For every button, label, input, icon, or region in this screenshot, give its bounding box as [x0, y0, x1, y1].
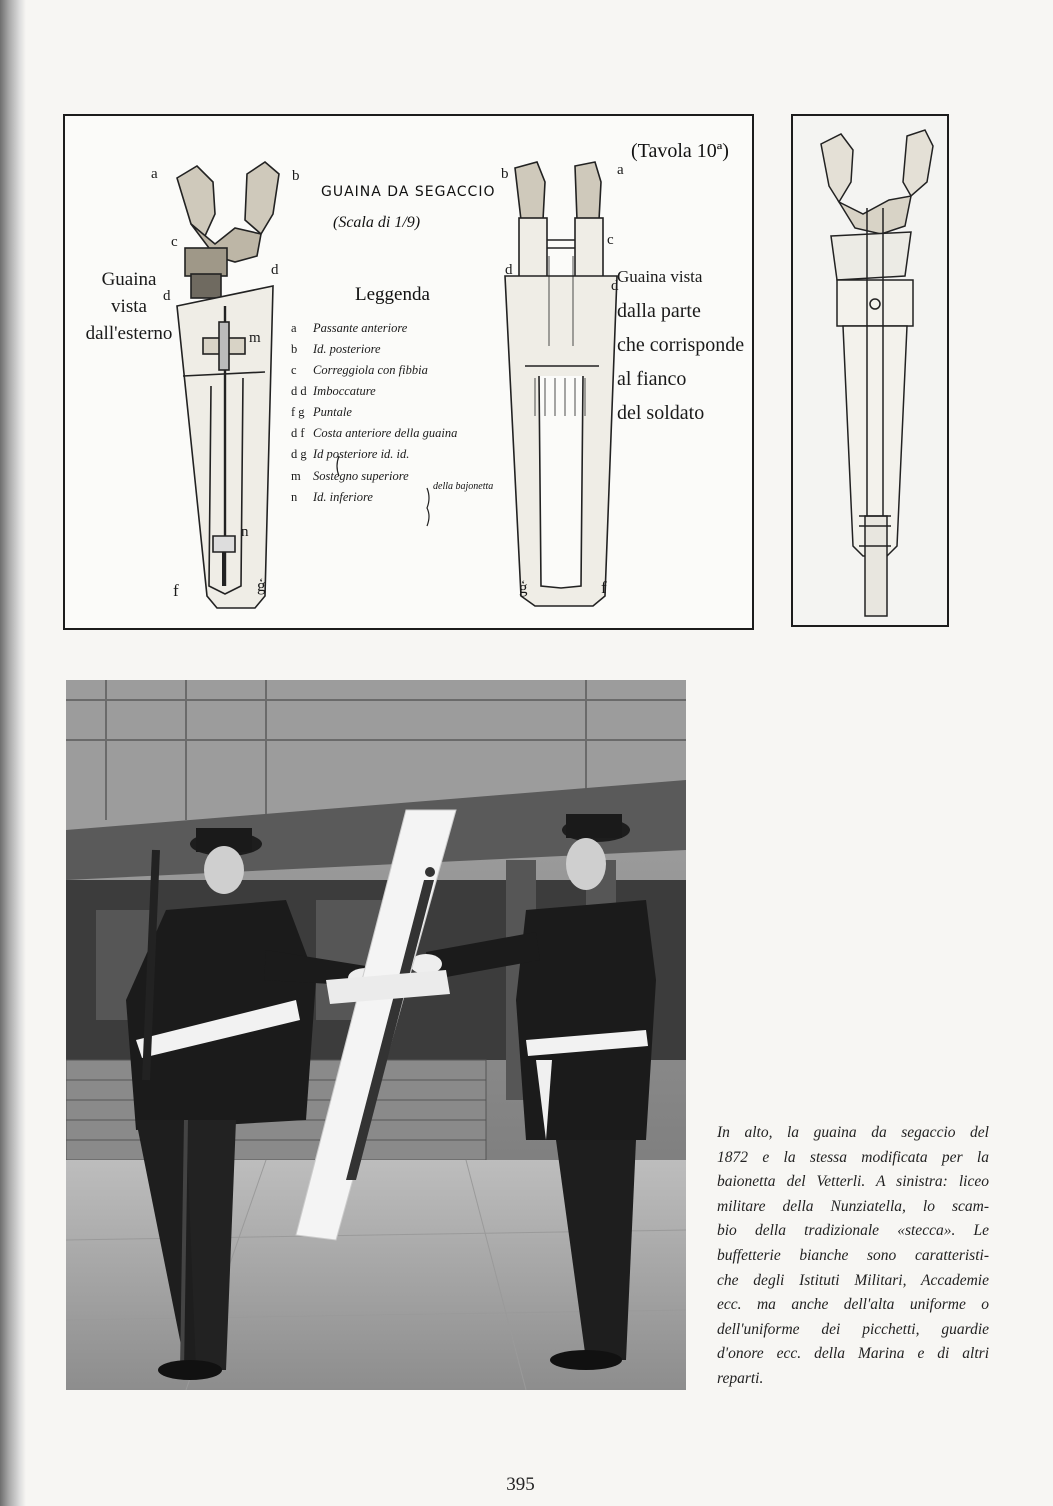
right-view-label-line: al fianco	[617, 368, 687, 390]
legend-text: Id. inferiore	[313, 490, 373, 504]
letter-f-right: f	[601, 578, 607, 597]
plate-scale: (Scala di 1/9)	[333, 214, 421, 231]
letter-d-right: d	[505, 262, 513, 278]
caption-line: reparti.	[717, 1369, 764, 1387]
right-view-label-line: dalla parte	[617, 300, 701, 322]
modified-scabbard-drawing	[793, 116, 947, 625]
caption-line: d'onore ecc. della Marina e di altri	[717, 1345, 989, 1363]
letter-c-left: c	[171, 234, 178, 250]
legend-code: d f	[291, 426, 305, 440]
legend-text: Passante anteriore	[313, 321, 408, 335]
letter-g-left: ģ	[257, 576, 266, 595]
legend-title: Leggenda	[355, 284, 430, 305]
nunziatella-photo	[66, 680, 686, 1390]
legend-row	[291, 383, 541, 399]
letter-a-right: a	[617, 162, 624, 178]
right-frog-strap-a	[575, 162, 601, 220]
legend-code: m	[291, 469, 301, 483]
legend-row	[291, 404, 541, 420]
legend-row	[291, 341, 541, 357]
legend-text: Imboccature	[313, 384, 376, 398]
legend-text: Puntale	[313, 405, 352, 419]
caption-line: che degli Istituti Militari, Accademie	[717, 1271, 989, 1289]
left-view-label-line: vista	[111, 296, 147, 317]
legend-brace-note: della bajonetta	[433, 481, 494, 492]
left-frog-strap-b	[245, 162, 279, 234]
legend-row	[291, 489, 541, 505]
page-number	[0, 1474, 1053, 1496]
caption-line: 1872 e la stessa modificata per la	[717, 1148, 989, 1166]
caption-line: ecc. ma anche dell'alta uniforme o	[717, 1296, 989, 1314]
caption-line: bio della tradizionale «stecca». Le	[717, 1222, 989, 1240]
left-view-label	[79, 266, 179, 347]
caption-line: buffetterie bianche sono caratteristi-	[717, 1246, 989, 1264]
legend-code: a	[291, 321, 297, 335]
letter-d-left: d	[271, 262, 279, 278]
letter-c-right: c	[607, 232, 614, 248]
legend-row	[291, 362, 541, 378]
letter-b-right: b	[501, 166, 509, 182]
caption-line: militare della Nunziatella, lo scam-	[717, 1197, 989, 1215]
legend-row	[291, 320, 541, 336]
photo-caption	[717, 1121, 989, 1392]
right-frog-strap-b	[515, 162, 545, 220]
legend-text: Correggiola con fibbia	[313, 363, 428, 377]
photo-scene	[66, 680, 686, 1390]
legend-row	[291, 446, 541, 462]
page-number-text: 395	[506, 1474, 535, 1495]
letter-f-left: f	[173, 581, 179, 600]
legend-code: c	[291, 363, 297, 377]
legend-text: Sostegno superiore	[313, 469, 409, 483]
letter-n-left: n	[241, 524, 249, 540]
legend-code: b	[291, 342, 298, 356]
scabbard-plate	[63, 114, 754, 630]
modified-scabbard-plate	[791, 114, 949, 627]
legend-row	[291, 425, 541, 441]
legend-text: Costa anteriore della guaina	[313, 426, 458, 440]
letter-g-right: ģ	[519, 578, 528, 597]
legend-text: Id. posteriore	[313, 342, 381, 356]
legend-code: n	[291, 490, 298, 504]
left-view-label-line: Guaina	[101, 269, 157, 290]
legend-code: f g	[291, 405, 305, 419]
plate-title: GUAINA DA SEGACCIO	[321, 184, 496, 200]
left-frog-strap-a	[177, 166, 215, 236]
caption-line: dell'uniforme dei picchetti, guardie	[717, 1320, 989, 1338]
right-view-label-line: che corrisponde	[617, 334, 745, 356]
legend	[291, 320, 541, 550]
letter-a-left: a	[151, 166, 158, 182]
right-view-label	[617, 260, 747, 430]
legend-row	[291, 468, 541, 484]
right-view-label-line: Guaina vista	[617, 267, 703, 286]
letter-d-left-2: d	[163, 288, 171, 304]
letter-d-right-2: d	[611, 278, 619, 294]
letter-b-left: b	[292, 168, 300, 184]
table-number-label: (Tavola 10ª)	[631, 140, 729, 162]
left-view-label-line: dall'esterno	[85, 323, 173, 344]
legend-code: d g	[291, 447, 307, 461]
letter-m-left: m	[249, 330, 261, 346]
page-gutter-shadow	[0, 0, 26, 1506]
legend-code: d d	[291, 384, 307, 398]
legend-text: Id posteriore id. id.	[313, 447, 410, 461]
right-view-label-line: del soldato	[617, 402, 705, 424]
caption-line: In alto, la guaina da segaccio del	[717, 1124, 989, 1141]
caption-line: baionetta del Vetterli. A sinistra: liceo	[717, 1173, 989, 1191]
